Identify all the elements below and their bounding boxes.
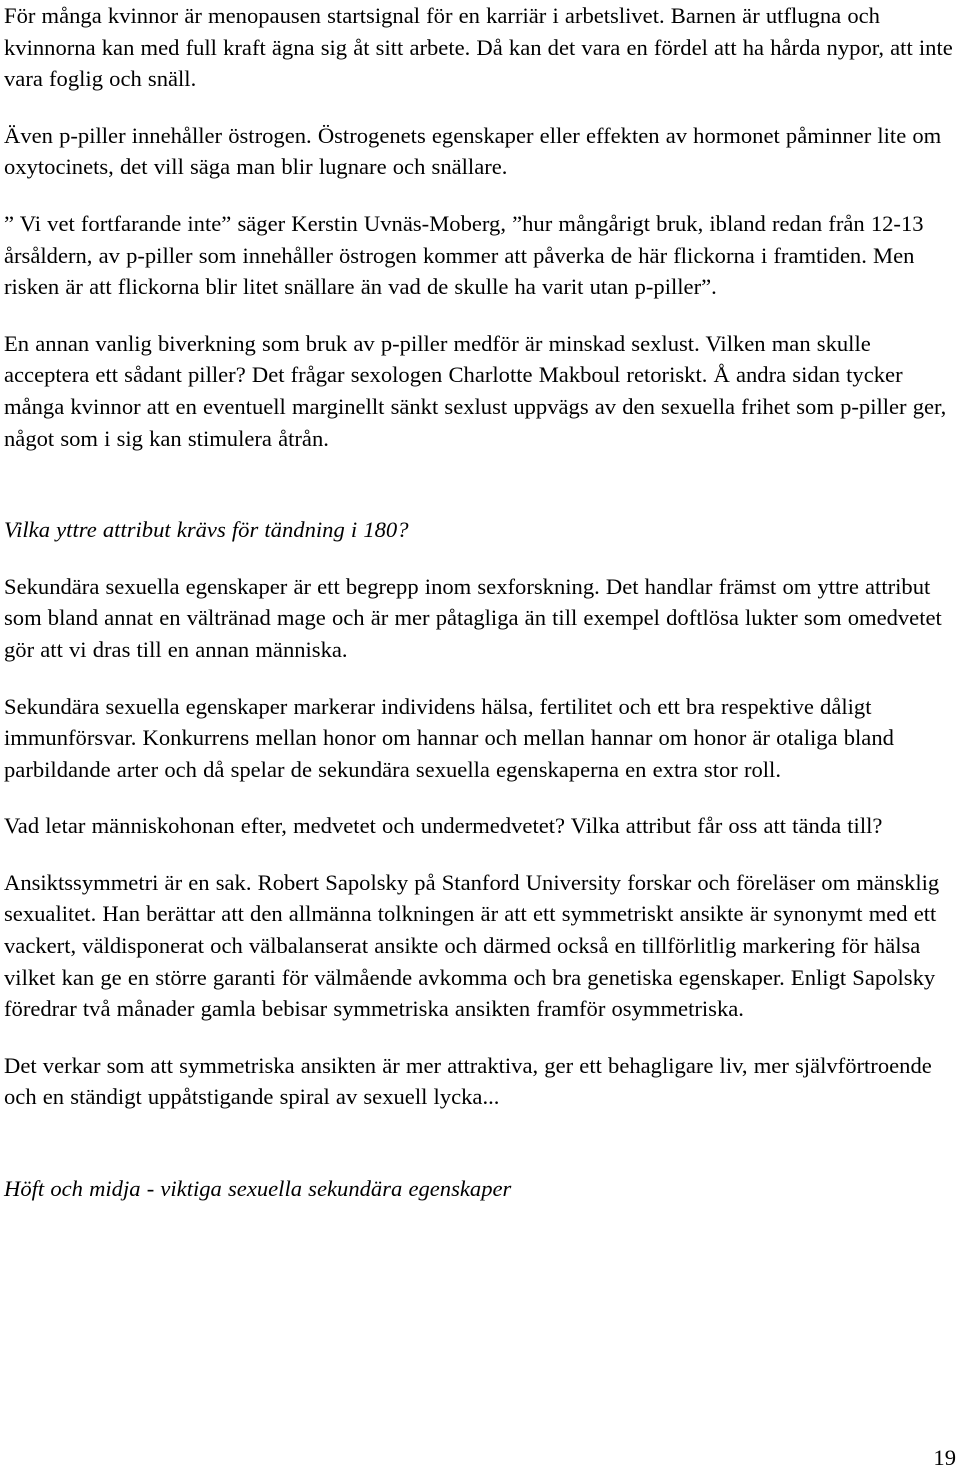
paragraph-ansiktssymmetri: Ansiktssymmetri är en sak. Robert Sapolsky på Stanford University forskar och föreläser om mänsklig sexualitet. Han berättar att den allmänna tolkningen är att ett symmetriskt ansikte är synonymt med ett vackert, väldisponerat och välbalanserat ansikte och därmed också en tillförlitlig markering för hälsa vilket kan ge en större garanti för välmående avkomma och bra genetiska egenskaper. Enligt Sapolsky föredrar två månader gamla bebisar symmetriska ansikten framför osymmetriska.: [4, 869, 940, 1022]
paragraph-p-piller-estrogen: Även p-piller innehåller östrogen. Östrogenets egenskaper eller effekten av hormonet påminner lite om oxytocinets, det vill säga man blir lugnare och snällare.: [4, 122, 942, 180]
paragraph-symmetriska-ansikten: Det verkar som att symmetriska ansikten är mer attraktiva, ger ett behagligare liv, mer självförtroende och en ständigt uppåtstigande spiral av sexuell lycka...: [4, 1052, 932, 1110]
document-page: [4, 0, 956, 1205]
paragraph-sekundara-begrepp: Sekundära sexuella egenskaper är ett begrepp inom sexforskning. Det handlar främst om yttre attribut som bland annat en vältränad mage och är mer påtagliga än till exempel doftlösa lukter som omedvetet gör att vi dras till en annan människa.: [4, 573, 942, 662]
page-number: 19: [933, 1445, 956, 1470]
section-heading-attribut: Vilka yttre attribut krävs för tändning i 180?: [4, 517, 409, 543]
paragraph-quote-uvnas-moberg: ” Vi vet fortfarande inte” säger Kerstin Uvnäs-Moberg, ”hur mångårigt bruk, ibland redan från 12-13 årsåldern, av p-piller som innehåller östrogen kommer att påverka de här flickorna i framtiden. Men risken är att flickorna blir litet snällare än vad de skulle ha varit utan p-piller”.: [4, 210, 924, 300]
paragraph-vad-letar: Vad letar människohonan efter, medvetet och undermedvetet? Vilka attribut får oss att tända till?: [4, 813, 883, 839]
paragraph-sekundara-halsa: Sekundära sexuella egenskaper markerar individens hälsa, fertilitet och ett bra respektive dåligt immunförsvar. Konkurrens mellan honor om hannar och mellan hannar om honor är otaliga bland parbildande arter och då spelar de sekundära sexuella egenskaperna en extra stor roll.: [4, 693, 894, 782]
section-heading-hoft-midja: Höft och midja - viktiga sexuella sekundära egenskaper: [4, 1176, 512, 1202]
paragraph-menopause: För många kvinnor är menopausen startsignal för en karriär i arbetslivet. Barnen är utflugna och kvinnorna kan med full kraft ägna sig åt sitt arbete. Då kan det vara en fördel att ha hårda nypor, att inte vara foglig och snäll.: [4, 3, 953, 92]
paragraph-sexlust: En annan vanlig biverkning som bruk av p-piller medför är minskad sexlust. Vilken man skulle acceptera ett sådant piller? Det frågar sexologen Charlotte Makboul retoriskt. Å andra sidan tycker många kvinnor att en eventuell marginellt sänkt sexlust uppvägs av den sexuella frihet som p-piller ger, något som i sig kan stimulera åtrån.: [4, 330, 947, 451]
